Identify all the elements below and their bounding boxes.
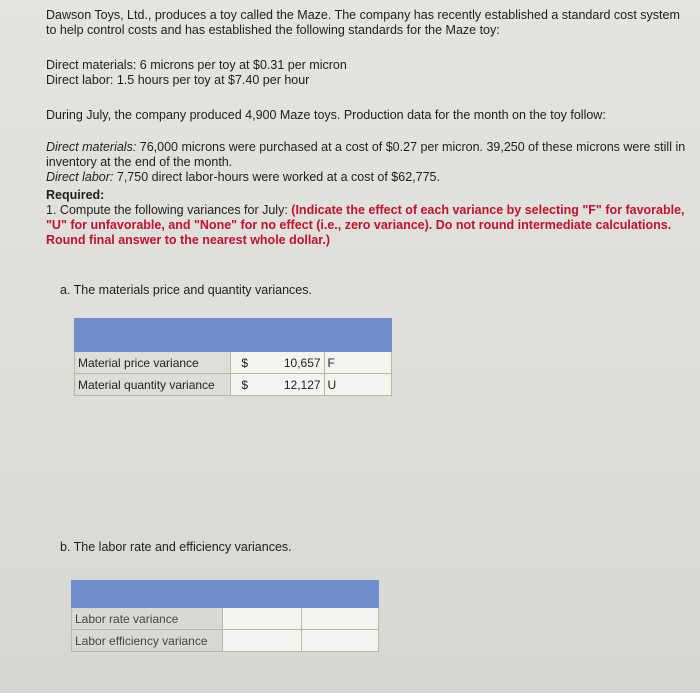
standard-labor: Direct labor: 1.5 hours per toy at $7.40 per hour (46, 73, 310, 87)
required-instruction: (Indicate the effect of each variance by selecting "F" for favorable, "U" for unfavorable, and "None" for no effect (i.e., zero variance). Do not round intermediate calculations. Round final answer to the nearest whole dollar.) (46, 203, 685, 247)
row-label: Material quantity variance (75, 374, 231, 396)
required-item-text: Compute the following variances for July: (59, 203, 288, 217)
part-b-title: b. The labor rate and efficiency variances. (60, 540, 292, 554)
intro-text: Dawson Toys, Ltd., produces a toy called the Maze. The company has recently established a standard cost system to help control costs and has established the following standards for the Maze toy: (46, 8, 680, 37)
production-data (46, 140, 686, 185)
standard-materials: Direct materials: 6 microns per toy at $0.31 per micron (46, 58, 347, 72)
required-heading: Required: (46, 188, 105, 202)
variance-amount-input[interactable]: 10,657 (251, 352, 324, 374)
labor-text: 7,750 direct labor-hours were worked at a cost of $62,775. (113, 170, 440, 184)
table-row (72, 630, 379, 652)
labor-variance-table (71, 580, 379, 652)
standards-block (46, 58, 347, 88)
materials-label: Direct materials: (46, 140, 137, 154)
required-item-number: 1. (46, 203, 57, 217)
materials-variance-table (74, 318, 392, 396)
variance-effect-select[interactable]: F (324, 352, 391, 374)
variance-amount-input[interactable] (223, 630, 302, 652)
table-header (72, 581, 379, 608)
row-label: Labor efficiency variance (72, 630, 223, 652)
variance-effect-select[interactable] (302, 608, 379, 630)
required-section (46, 188, 686, 248)
variance-amount-input[interactable]: 12,127 (251, 374, 324, 396)
row-label: Material price variance (75, 352, 231, 374)
variance-amount-input[interactable] (223, 608, 302, 630)
part-a-title: a. The materials price and quantity variances. (60, 283, 312, 297)
dollar-sign: $ (230, 374, 251, 396)
variance-effect-select[interactable]: U (324, 374, 391, 396)
table-row (75, 374, 392, 396)
labor-label: Direct labor: (46, 170, 114, 184)
dollar-sign: $ (230, 352, 251, 374)
row-label: Labor rate variance (72, 608, 223, 630)
table-row (72, 608, 379, 630)
materials-text: 76,000 microns were purchased at a cost of $0.27 per micron. 39,250 of these microns were still in inventory at the end of the month. (46, 140, 686, 169)
table-header (75, 319, 392, 352)
table-row (75, 352, 392, 374)
variance-effect-select[interactable] (302, 630, 379, 652)
july-production-text: During July, the company produced 4,900 Maze toys. Production data for the month on the toy follow: (46, 108, 606, 122)
